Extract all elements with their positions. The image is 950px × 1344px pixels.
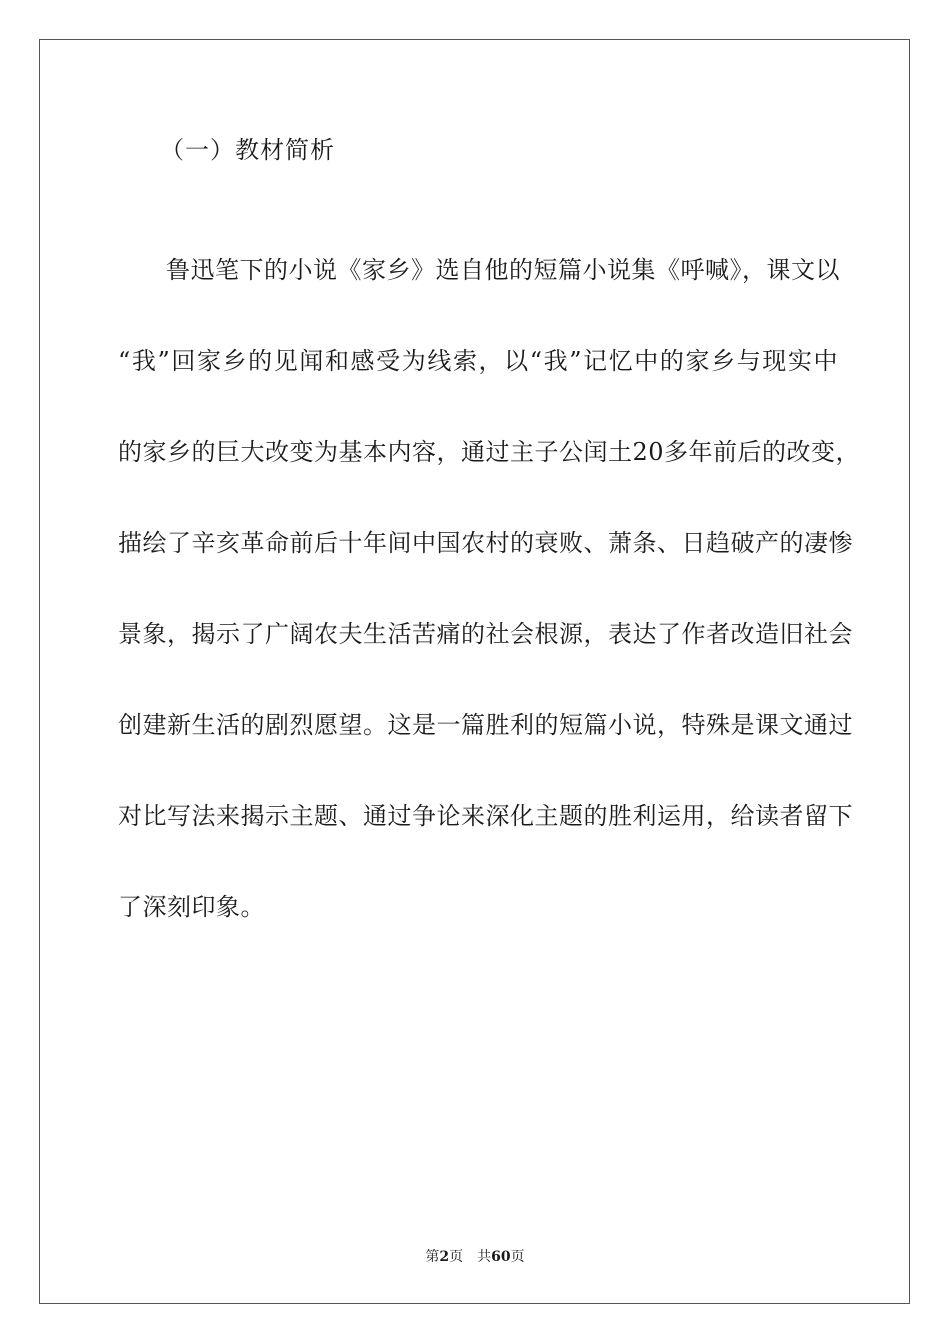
footer-page-suffix: 页 [449,1249,464,1265]
paragraph-line-3: 的家乡的巨大改变为基本内容，通过主子公闰土20多年前后的改变， [118,438,861,466]
paragraph-line-5: 景象，揭示了广阔农夫生活苦痛的社会根源，表达了作者改造旧社会 [118,620,853,648]
paragraph-line-2: “我”回家乡的见闻和感受为线索，以“我”记忆中的家乡与现实中 [118,347,838,375]
paragraph-line-6: 创建新生活的剧烈愿望。这是一篇胜利的短篇小说，特殊是课文通过 [118,711,853,739]
paragraph-line-7: 对比写法来揭示主题、通过争论来深化主题的胜利运用，给读者留下 [118,802,853,830]
page-frame [39,39,910,1304]
footer-total-prefix: 共 [477,1249,492,1265]
paragraph-line-4: 描绘了辛亥革命前后十年间中国农村的衰败、萧条、日趋破产的凄惨 [118,529,853,557]
footer-page-number: 2 [439,1249,450,1265]
footer-total-pages: 60 [491,1249,511,1265]
section-heading: （一）教材简析 [160,136,335,164]
footer-page-prefix: 第 [425,1249,440,1265]
footer-total-suffix: 页 [510,1249,525,1265]
paragraph-line-1: 鲁迅笔下的小说《家乡》选自他的短篇小说集《呼喊》，课文以 [166,256,840,284]
page-footer [0,1247,950,1267]
paragraph-line-8: 了深刻印象。 [118,893,265,921]
